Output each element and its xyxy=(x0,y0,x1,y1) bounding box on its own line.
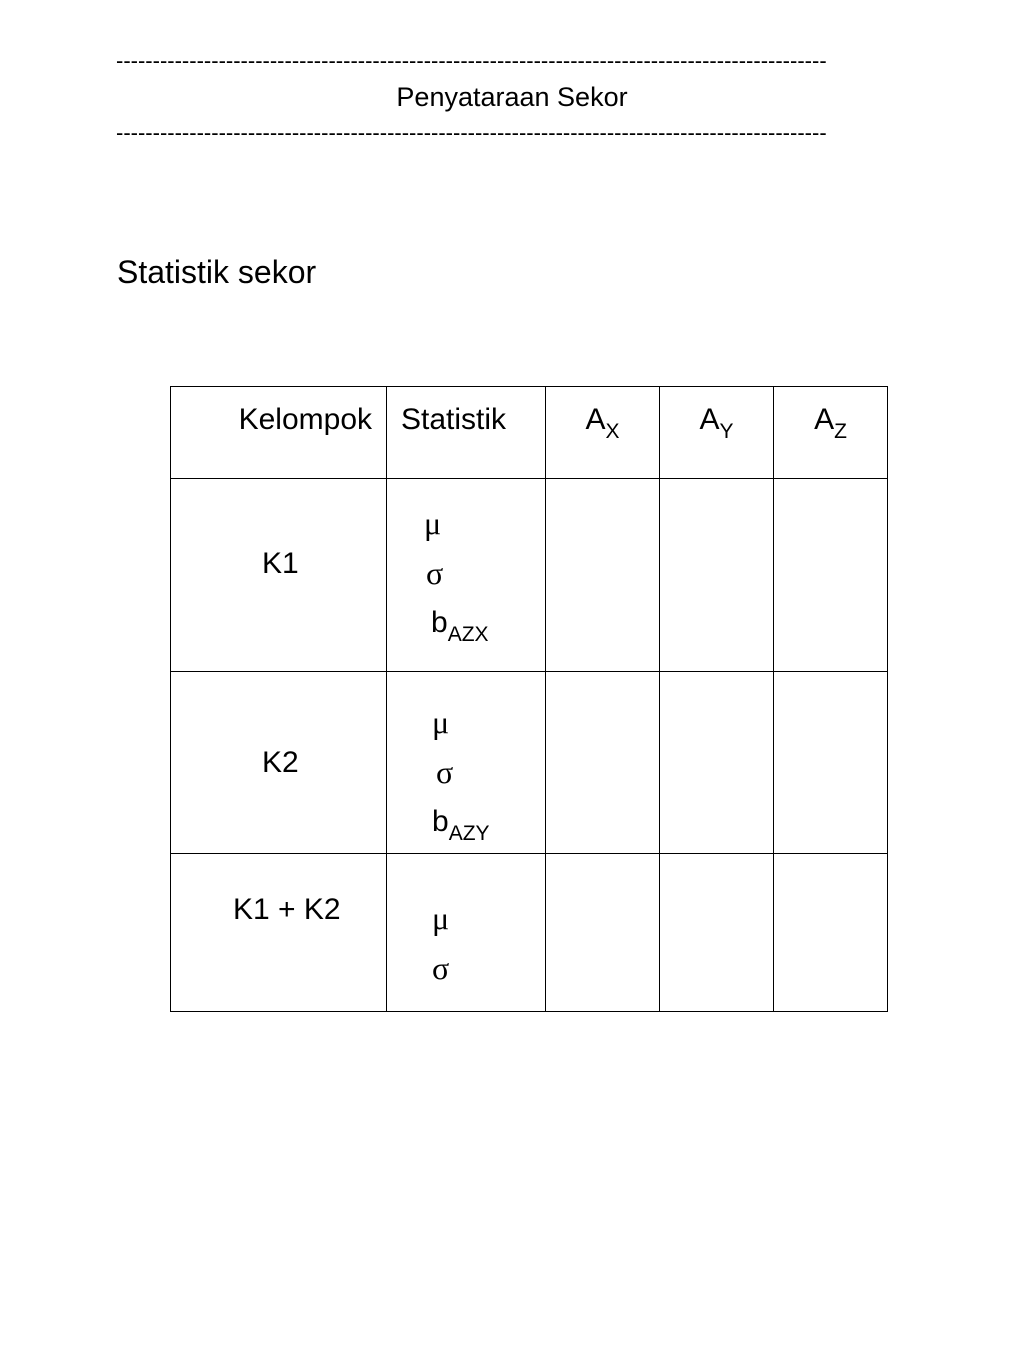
stat-sigma-k1 xyxy=(424,549,545,599)
value-cell-k1-ay xyxy=(660,479,774,672)
group-label-k1: K1 xyxy=(262,547,299,580)
mu-symbol: μ xyxy=(424,505,442,541)
sigma-symbol: σ xyxy=(436,754,454,790)
group-label-k1-k2: K1 + K2 xyxy=(233,893,341,926)
mu-symbol: μ xyxy=(432,704,450,740)
ay-main: A xyxy=(699,403,720,436)
column-header-az-label xyxy=(774,387,887,442)
page-header-title: Penyataraan Sekor xyxy=(396,82,628,112)
b-subscript: AZX xyxy=(447,623,489,646)
mu-symbol: μ xyxy=(432,900,450,936)
statistic-list-k1 xyxy=(387,479,545,650)
statistic-list-k1-k2 xyxy=(387,854,545,994)
statistics-table xyxy=(170,386,888,1012)
column-header-az xyxy=(774,387,888,479)
value-cell-k2-az xyxy=(774,672,888,854)
value-cell-k1-az xyxy=(774,479,888,672)
value-cell-k1-k2-az xyxy=(774,854,888,1012)
stat-mu-k1 xyxy=(424,499,545,549)
value-cell-k1-k2-ax xyxy=(546,854,660,1012)
stat-b-k2 xyxy=(432,798,545,849)
value-cell-k1-k2-ay xyxy=(660,854,774,1012)
column-header-statistic-label: Statistik xyxy=(401,403,507,436)
column-header-group xyxy=(171,387,387,479)
group-cell-k1 xyxy=(171,479,387,672)
column-header-ay xyxy=(660,387,774,479)
statistic-list-k2 xyxy=(387,672,545,849)
stat-sigma-k2 xyxy=(432,748,545,798)
stat-mu-k1-k2 xyxy=(432,894,545,944)
stat-mu-k2 xyxy=(432,698,545,748)
column-header-ax-label xyxy=(546,387,659,442)
value-cell-k1-ax xyxy=(546,479,660,672)
ay-subscript: Y xyxy=(719,420,734,443)
az-subscript: Z xyxy=(834,420,847,443)
statistic-cell-k1-k2 xyxy=(387,854,546,1012)
b-main: b xyxy=(432,805,449,838)
sigma-symbol: σ xyxy=(432,950,450,986)
stat-b-k1 xyxy=(424,599,545,650)
b-subscript: AZY xyxy=(448,822,490,845)
ax-subscript: X xyxy=(605,420,620,443)
statistic-cell-k2 xyxy=(387,672,546,854)
column-header-ay-label xyxy=(660,387,773,442)
group-cell-k2 xyxy=(171,672,387,854)
stat-sigma-k1-k2 xyxy=(432,944,545,994)
column-header-ax xyxy=(546,387,660,479)
table-row-k1-k2 xyxy=(171,854,888,1012)
ax-main: A xyxy=(585,403,606,436)
az-main: A xyxy=(814,403,835,436)
header-rule-bottom: ------------------------------------------------------------------------------------------------- xyxy=(116,122,827,144)
column-header-group-label: Kelompok xyxy=(238,403,372,436)
sigma-symbol: σ xyxy=(426,555,444,591)
group-cell-k1-k2 xyxy=(171,854,387,1012)
value-cell-k2-ay xyxy=(660,672,774,854)
table-header-row xyxy=(171,387,888,479)
group-label-k2: K2 xyxy=(262,746,299,779)
table-row-k1 xyxy=(171,479,888,672)
b-main: b xyxy=(431,606,448,639)
value-cell-k2-ax xyxy=(546,672,660,854)
section-title: Statistik sekor xyxy=(117,254,317,290)
column-header-statistic xyxy=(387,387,546,479)
statistic-cell-k1 xyxy=(387,479,546,672)
header-rule-top: ------------------------------------------------------------------------------------------------- xyxy=(116,50,827,72)
table-row-k2 xyxy=(171,672,888,854)
